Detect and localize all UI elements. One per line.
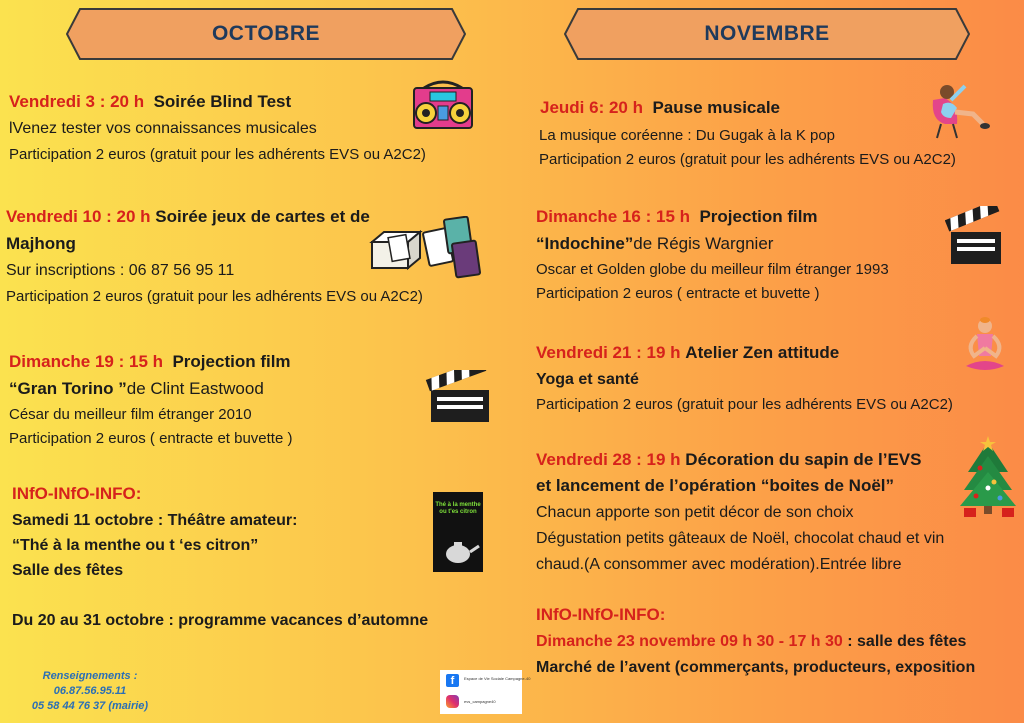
event-oct-19 bbox=[9, 352, 291, 372]
film-director: de Régis Wargnier bbox=[633, 234, 774, 253]
event-desc: Chacun apporte son petit décor de son choix bbox=[536, 504, 854, 521]
event-desc: Dégustation petits gâteaux de Noël, chocolat chaud et vin bbox=[536, 530, 945, 547]
event-date: Dimanche 16 : 15 h bbox=[536, 207, 691, 226]
event-desc: Sur inscriptions : 06 87 56 95 11 bbox=[6, 262, 235, 279]
event-date: Vendredi 3 : 20 h bbox=[9, 92, 145, 111]
event-desc: La musique coréenne : Du Gugak à la K pop bbox=[539, 127, 836, 144]
event-desc: Participation 2 euros (gratuit pour les adhérents EVS ou A2C2) bbox=[539, 151, 956, 168]
instagram-icon bbox=[446, 695, 459, 708]
info-heading-left: INfO-INfO-INFO: bbox=[12, 484, 142, 503]
contact-phone-1: 06.87.56.95.11 bbox=[53, 685, 127, 697]
info-line: “Thé à la menthe ou t ‘es citron” bbox=[12, 537, 259, 554]
banner-octobre bbox=[66, 8, 466, 60]
info-place: : salle des fêtes bbox=[842, 633, 967, 650]
film-title: “Gran Torino ” bbox=[9, 379, 127, 398]
event-desc: Participation 2 euros ( entracte et buvette ) bbox=[9, 430, 293, 447]
contact-phone-2: 05 58 44 76 37 (mairie) bbox=[31, 700, 149, 712]
cards-mahjong-icon bbox=[368, 216, 486, 282]
event-title: Projection film bbox=[172, 352, 291, 371]
event-nov-16 bbox=[536, 207, 818, 227]
event-title-cont: et lancement de l’opération “boites de Noël” bbox=[536, 476, 895, 495]
poster-title: Thé à la menthe ou t'es citron bbox=[435, 502, 481, 515]
event-title: Soirée Blind Test bbox=[153, 92, 292, 111]
event-date: Jeudi 6: 20 h bbox=[540, 98, 643, 117]
event-subtitle: Yoga et santé bbox=[536, 371, 639, 388]
event-title: Décoration du sapin de l’EVS bbox=[685, 450, 922, 469]
teapot-icon bbox=[433, 532, 483, 572]
month-title-right: NOVEMBRE bbox=[704, 22, 830, 45]
event-desc: César du meilleur film étranger 2010 bbox=[9, 406, 252, 423]
relaxing-person-icon bbox=[925, 78, 995, 140]
event-film bbox=[9, 379, 264, 399]
event-title: Soirée jeux de cartes et de bbox=[155, 207, 370, 226]
event-desc: Participation 2 euros (gratuit pour les adhérents EVS ou A2C2) bbox=[9, 146, 426, 163]
event-date: Vendredi 28 : 19 h bbox=[536, 450, 681, 469]
clapperboard-icon bbox=[425, 370, 495, 424]
event-oct-10 bbox=[6, 207, 370, 227]
event-nov-6 bbox=[540, 98, 780, 118]
event-nov-28 bbox=[536, 450, 921, 470]
event-oct-3 bbox=[9, 92, 291, 112]
month-title-left: OCTOBRE bbox=[211, 22, 321, 45]
film-director: de Clint Eastwood bbox=[126, 379, 264, 398]
christmas-tree-icon bbox=[958, 436, 1018, 518]
info-date: Dimanche 23 novembre 09 h 30 - 17 h 30 bbox=[536, 633, 843, 650]
event-desc: lVenez tester vos connaissances musicales bbox=[9, 120, 317, 137]
info-heading-right: INfO-INfO-INFO: bbox=[536, 605, 666, 624]
event-desc: Participation 2 euros (gratuit pour les adhérents EVS ou A2C2) bbox=[6, 288, 423, 305]
clapperboard-icon bbox=[945, 206, 1007, 268]
info-line: Salle des fêtes bbox=[12, 562, 124, 579]
boombox-icon bbox=[412, 78, 474, 130]
theatre-poster bbox=[433, 492, 483, 572]
contact-block bbox=[20, 669, 160, 714]
event-title: Projection film bbox=[699, 207, 818, 226]
event-nov-21 bbox=[536, 343, 839, 363]
social-box bbox=[440, 670, 531, 714]
info-event: Marché de l’avent (commerçants, producteurs, exposition bbox=[536, 659, 976, 676]
event-desc: chaud.(A consommer avec modération).Entrée libre bbox=[536, 556, 902, 573]
event-desc: Participation 2 euros (gratuit pour les adhérents EVS ou A2C2) bbox=[536, 396, 953, 413]
yoga-icon bbox=[960, 316, 1010, 378]
event-date: Dimanche 19 : 15 h bbox=[9, 352, 164, 371]
facebook-icon: f bbox=[446, 674, 459, 687]
vacances-line: Du 20 au 31 octobre : programme vacances d’automne bbox=[12, 612, 429, 629]
event-film bbox=[536, 234, 773, 254]
instagram-label: evs_campagne40 bbox=[464, 699, 496, 704]
event-title-cont: Majhong bbox=[6, 234, 76, 253]
info-date-line bbox=[536, 632, 966, 652]
contact-title: Renseignements : bbox=[42, 670, 138, 682]
banner-novembre bbox=[564, 8, 970, 60]
info-line: Samedi 11 octobre : Théâtre amateur: bbox=[12, 512, 298, 529]
facebook-label: Espace de Vie Sociale Campagne-40 bbox=[464, 676, 531, 681]
film-title: “Indochine” bbox=[536, 234, 634, 253]
event-title: Pause musicale bbox=[652, 98, 781, 117]
event-title: Atelier Zen attitude bbox=[685, 343, 840, 362]
event-date: Vendredi 21 : 19 h bbox=[536, 343, 681, 362]
event-date: Vendredi 10 : 20 h bbox=[6, 207, 151, 226]
event-desc: Oscar et Golden globe du meilleur film étranger 1993 bbox=[536, 261, 889, 278]
event-desc: Participation 2 euros ( entracte et buvette ) bbox=[536, 285, 820, 302]
